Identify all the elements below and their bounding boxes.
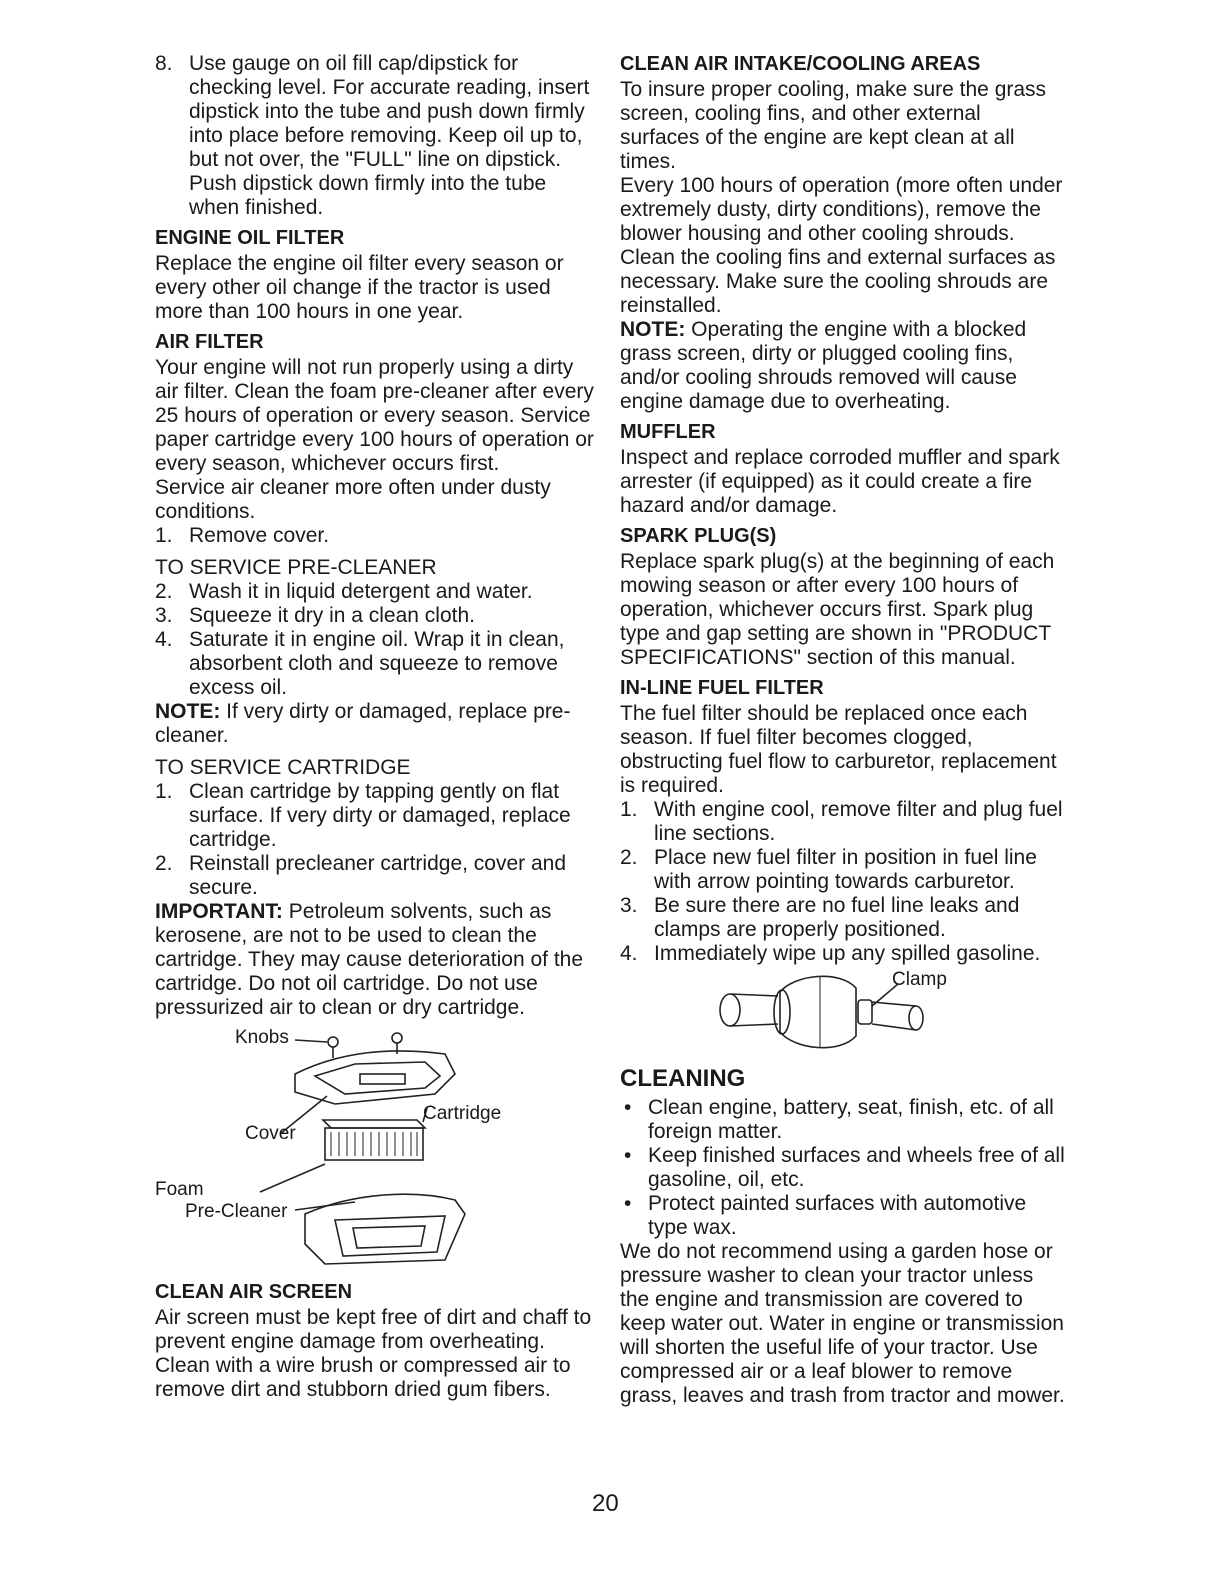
step-number: 3. bbox=[155, 604, 173, 627]
step-number: 2. bbox=[155, 580, 173, 603]
fuel-filter-diagram bbox=[620, 970, 1065, 1056]
step-number: 2. bbox=[620, 846, 638, 869]
cleaning-bullet bbox=[620, 1192, 1065, 1240]
step-text: Use gauge on oil fill cap/dipstick for checking level. For accurate reading, insert dipstick into the tube and push down firmly into place before removing. Keep oil up to, but not over, the "FULL" line on dipstick. Push dipstick down firmly into the tube when finished. bbox=[189, 52, 590, 219]
important-label: IMPORTANT: bbox=[155, 900, 283, 923]
step-number: 1. bbox=[620, 798, 638, 821]
intake-cooling-heading: CLEAN AIR INTAKE/COOLING AREAS bbox=[620, 53, 981, 75]
cartridge-label: Cartridge bbox=[423, 1103, 502, 1124]
muffler-text: Inspect and replace corroded muffler and spark arrester (if equipped) as it could create a fire hazard and/or damage. bbox=[620, 446, 1060, 517]
intake-cooling-text: To insure proper cooling, make sure the grass screen, cooling fins, and other external surfaces of the engine are kept clean at all times. bbox=[620, 78, 1047, 173]
cover-label: Cover bbox=[245, 1123, 296, 1144]
fuel-filter-step bbox=[620, 846, 1065, 894]
engine-oil-filter-heading: ENGINE OIL FILTER bbox=[155, 227, 345, 249]
step-text: Reinstall precleaner cartridge, cover and secure. bbox=[189, 852, 567, 899]
step-text: Squeeze it dry in a clean cloth. bbox=[189, 604, 476, 627]
clean-air-screen-text: Air screen must be kept free of dirt and chaff to prevent engine damage from overheating. Clean with a wire brush or compressed air to remove dirt and stubborn dried gum fibers. bbox=[155, 1306, 592, 1401]
air-filter-heading: AIR FILTER bbox=[155, 331, 264, 353]
cartridge-step bbox=[155, 780, 595, 852]
cleaning-bullet bbox=[620, 1144, 1065, 1192]
pre-cleaner-step bbox=[155, 628, 595, 700]
air-filter-illustration bbox=[155, 1024, 595, 1274]
fuel-filter-illustration bbox=[620, 970, 1065, 1056]
fuel-filter-heading: IN-LINE FUEL FILTER bbox=[620, 677, 824, 699]
left-column bbox=[155, 52, 595, 1402]
clean-air-screen-heading: CLEAN AIR SCREEN bbox=[155, 1281, 353, 1303]
fuel-filter-step bbox=[620, 798, 1065, 846]
spark-plug-heading: SPARK PLUG(S) bbox=[620, 525, 777, 547]
step-text: Clean cartridge by tapping gently on flat surface. If very dirty or damaged, replace cartridge. bbox=[189, 780, 571, 851]
step-text: Remove cover. bbox=[189, 524, 330, 547]
clamp-label: Clamp bbox=[892, 969, 947, 990]
step-number: 4. bbox=[620, 942, 638, 965]
pre-cleaner-label: Pre-Cleaner bbox=[185, 1201, 288, 1222]
step-number: 1. bbox=[155, 524, 173, 547]
air-filter-diagram bbox=[155, 1024, 595, 1274]
step-text: Be sure there are no fuel line leaks and clamps are properly positioned. bbox=[654, 894, 1020, 941]
bullet-mark: • bbox=[624, 1096, 632, 1119]
step-number: 4. bbox=[155, 628, 173, 651]
knobs-label: Knobs bbox=[235, 1027, 289, 1048]
fuel-filter-text: The fuel filter should be replaced once each season. If fuel filter becomes clogged, obstructing fuel flow to carburetor, replacement is required. bbox=[620, 702, 1057, 797]
page-number: 20 bbox=[592, 1490, 619, 1517]
pre-cleaner-note bbox=[155, 700, 595, 748]
step-text: Immediately wipe up any spilled gasoline. bbox=[654, 942, 1041, 965]
pre-cleaner-subheading: TO SERVICE PRE-CLEANER bbox=[155, 556, 437, 579]
remove-cover-step bbox=[155, 524, 595, 548]
cartridge-step bbox=[155, 852, 595, 900]
step-number: 3. bbox=[620, 894, 638, 917]
note-label: NOTE: bbox=[155, 700, 221, 723]
cleaning-text: We do not recommend using a garden hose or pressure washer to clean your tractor unless the engine and transmission are covered to keep water out. Water in engine or transmission will shorten the useful life of your tractor. Use compressed air or a leaf blower to remove grass, leaves and trash from tractor and mower. bbox=[620, 1240, 1065, 1407]
step-number: 1. bbox=[155, 780, 173, 803]
intake-cooling-text-2: Every 100 hours of operation (more often under extremely dusty, dirty conditions), remove the blower housing and other cooling shrouds. Clean the cooling fins and external surfaces as necessary. Make sure the cooling shrouds are reinstalled. bbox=[620, 174, 1063, 317]
note-text: If very dirty or damaged, replace pre-cleaner. bbox=[155, 700, 571, 747]
cartridge-subheading: TO SERVICE CARTRIDGE bbox=[155, 756, 411, 779]
muffler-heading: MUFFLER bbox=[620, 421, 716, 443]
fuel-filter-step bbox=[620, 894, 1065, 942]
fuel-filter-step bbox=[620, 942, 1065, 966]
step-number: 8. bbox=[155, 52, 173, 75]
pre-cleaner-step bbox=[155, 604, 595, 628]
step-number: 2. bbox=[155, 852, 173, 875]
important-note bbox=[155, 900, 595, 1020]
note-label: NOTE: bbox=[620, 318, 686, 341]
air-filter-text: Your engine will not run properly using a dirty air filter. Clean the foam pre-cleaner after every 25 hours of operation or every season. Service paper cartridge every 100 hours of operation or every season, whichever occurs first. bbox=[155, 356, 594, 475]
note-text: Operating the engine with a blocked grass screen, dirty or plugged cooling fins, and/or cooling shrouds removed will cause engine damage due to overheating. bbox=[620, 318, 1027, 413]
overheating-note bbox=[620, 318, 1065, 414]
step-text: Place new fuel filter in position in fuel line with arrow pointing towards carburetor. bbox=[654, 846, 1037, 893]
oil-gauge-step bbox=[155, 52, 595, 220]
cleaning-bullet bbox=[620, 1096, 1065, 1144]
right-column bbox=[620, 52, 1065, 1408]
bullet-text: Protect painted surfaces with automotive type wax. bbox=[648, 1192, 1027, 1239]
important-text: Petroleum solvents, such as kerosene, are not to be used to clean the cartridge. They may cause deterioration of the cartridge. Do not oil cartridge. Do not use pressurized air to clean or dry cartridge. bbox=[155, 900, 584, 1019]
pre-cleaner-step bbox=[155, 580, 595, 604]
step-text: Saturate it in engine oil. Wrap it in clean, absorbent cloth and squeeze to remove excess oil. bbox=[189, 628, 565, 699]
cleaning-heading: CLEANING bbox=[620, 1065, 746, 1092]
bullet-text: Clean engine, battery, seat, finish, etc. of all foreign matter. bbox=[648, 1096, 1054, 1143]
foam-label: Foam bbox=[155, 1179, 204, 1200]
step-text: With engine cool, remove filter and plug fuel line sections. bbox=[654, 798, 1063, 845]
step-text: Wash it in liquid detergent and water. bbox=[189, 580, 533, 603]
bullet-mark: • bbox=[624, 1144, 632, 1167]
engine-oil-filter-text: Replace the engine oil filter every season or every other oil change if the tractor is used more than 100 hours in one year. bbox=[155, 252, 564, 323]
bullet-text: Keep finished surfaces and wheels free of all gasoline, oil, etc. bbox=[648, 1144, 1065, 1191]
bullet-mark: • bbox=[624, 1192, 632, 1215]
spark-plug-text: Replace spark plug(s) at the beginning of each mowing season or after every 100 hours of operation, whichever occurs first. Spark plug type and gap setting are shown in "PRODUCT SPECIFICATIONS" section of this manual. bbox=[620, 550, 1055, 669]
air-filter-dusty-text: Service air cleaner more often under dusty conditions. bbox=[155, 476, 551, 523]
